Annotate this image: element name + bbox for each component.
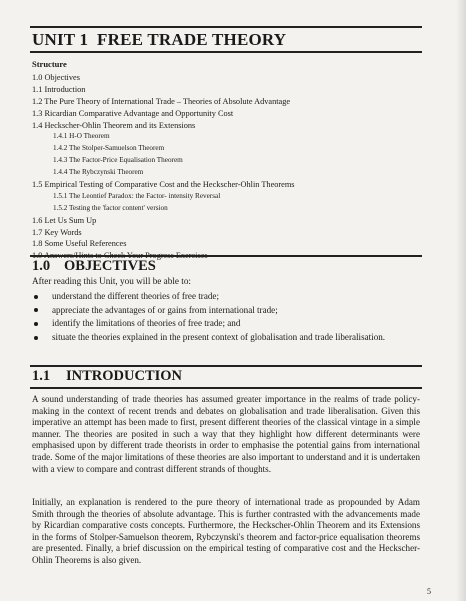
- toc-subitem: 1.5.1 The Leontief Paradox: the Factor- intensity Reversal: [53, 191, 221, 200]
- objective-item: [32, 305, 427, 317]
- toc-item: 1.2 The Pure Theory of International Trade – Theories of Absolute Advantage: [32, 96, 291, 106]
- toc-item: 1.6 Let Us Sum Up: [32, 215, 97, 225]
- objective-text: situate the theories explained in the present context of globalisation and trade liberalisation.: [52, 332, 386, 343]
- toc-item: 1.8 Some Useful References: [32, 239, 127, 249]
- objective-text: understand the different theories of free trade;: [52, 291, 219, 301]
- introduction-paragraph: A sound understanding of trade theories has assumed greater importance in the realms of trade policy-making in the context of recent trends and debates on globalisation and trade liberalisation. Given this imperative an attempt has been made to first, present different theories of the classical vintage in a simple manner. The theories are posited in such a way that they highlight how different determinants were emphasised upon by different trade theorists in order to emphasise the potential gains from international trade. Some of the major limitations of these theories are also important to understand and it is undertaken with a view to compare and contrast different strands of thoughts.: [32, 394, 420, 474]
- objectives-lead: After reading this Unit, you will be able to:: [32, 276, 191, 286]
- toc-item: 1.0 Objectives: [32, 73, 80, 82]
- objective-text: identify the limitations of theories of free trade; and: [52, 318, 241, 329]
- toc-subitem: 1.5.2 Testing the 'factor content' version: [53, 203, 168, 212]
- page-number: 5: [427, 587, 431, 596]
- unit-title: UNIT 1 FREE TRADE THEORY: [32, 30, 287, 49]
- objective-item: [32, 291, 427, 303]
- toc-item: 1.4 Heckscher-Ohlin Theorem and its Extensions: [32, 120, 196, 130]
- toc-subitem: 1.4.4 The Rybczynski Theorem: [53, 168, 144, 177]
- objective-item: [32, 332, 427, 344]
- bullet-icon: [34, 308, 38, 312]
- page-edge-shadow: [456, 0, 466, 601]
- toc-subitem: 1.4.3 The Factor-Price Equalisation Theorem: [53, 156, 183, 165]
- objective-item: [32, 318, 427, 330]
- toc-subitem: 1.4.1 H-O Theorem: [53, 132, 110, 141]
- toc-item: 1.5 Empirical Testing of Comparative Cost and the Heckscher-Ohlin Theorems: [32, 180, 295, 190]
- introduction-title: INTRODUCTION: [66, 368, 183, 384]
- toc-subitem: 1.4.2 The Stolper-Samuelson Theorem: [53, 144, 165, 153]
- objectives-title: OBJECTIVES: [64, 258, 156, 274]
- toc-item: 1.7 Key Words: [32, 227, 82, 237]
- introduction-number: 1.1: [32, 368, 51, 384]
- bullet-icon: [34, 336, 38, 340]
- objectives-number: 1.0: [32, 258, 51, 274]
- bullet-icon: [34, 295, 38, 299]
- objectives-list: [32, 291, 427, 346]
- toc-item: 1.3 Ricardian Comparative Advantage and Opportunity Cost: [32, 108, 234, 118]
- objective-text: appreciate the advantages of or gains from international trade;: [52, 304, 278, 315]
- introduction-bottom-rule: [30, 387, 422, 389]
- title-bottom-rule: [30, 51, 422, 53]
- introduction-heading: [32, 368, 182, 385]
- title-top-rule: [30, 26, 422, 28]
- bullet-icon: [34, 322, 38, 326]
- table-of-contents: [32, 72, 432, 262]
- introduction-paragraph: Initially, an explanation is rendered to the pure theory of international trade as propounded by Adam Smith through the theories of absolute advantage. This is further contrasted with the advancements made by Ricardian comparative costs concepts. Furthermore, the Heckscher-Ohlin Theorem and its Extensions in the forms of Stolper-Samuelson theorem, Rybczynski's theorem and factor-price equalisation theorems are presented. Finally, a brief discussion on the empirical testing of comparative cost and the Heckscher-Ohlin Theorems is also given.: [32, 497, 420, 565]
- structure-label: Structure: [32, 59, 67, 69]
- objectives-top-rule: [30, 255, 422, 257]
- toc-item: 1.1 Introduction: [32, 84, 86, 94]
- introduction-top-rule: [30, 365, 422, 367]
- objectives-heading: [32, 258, 156, 275]
